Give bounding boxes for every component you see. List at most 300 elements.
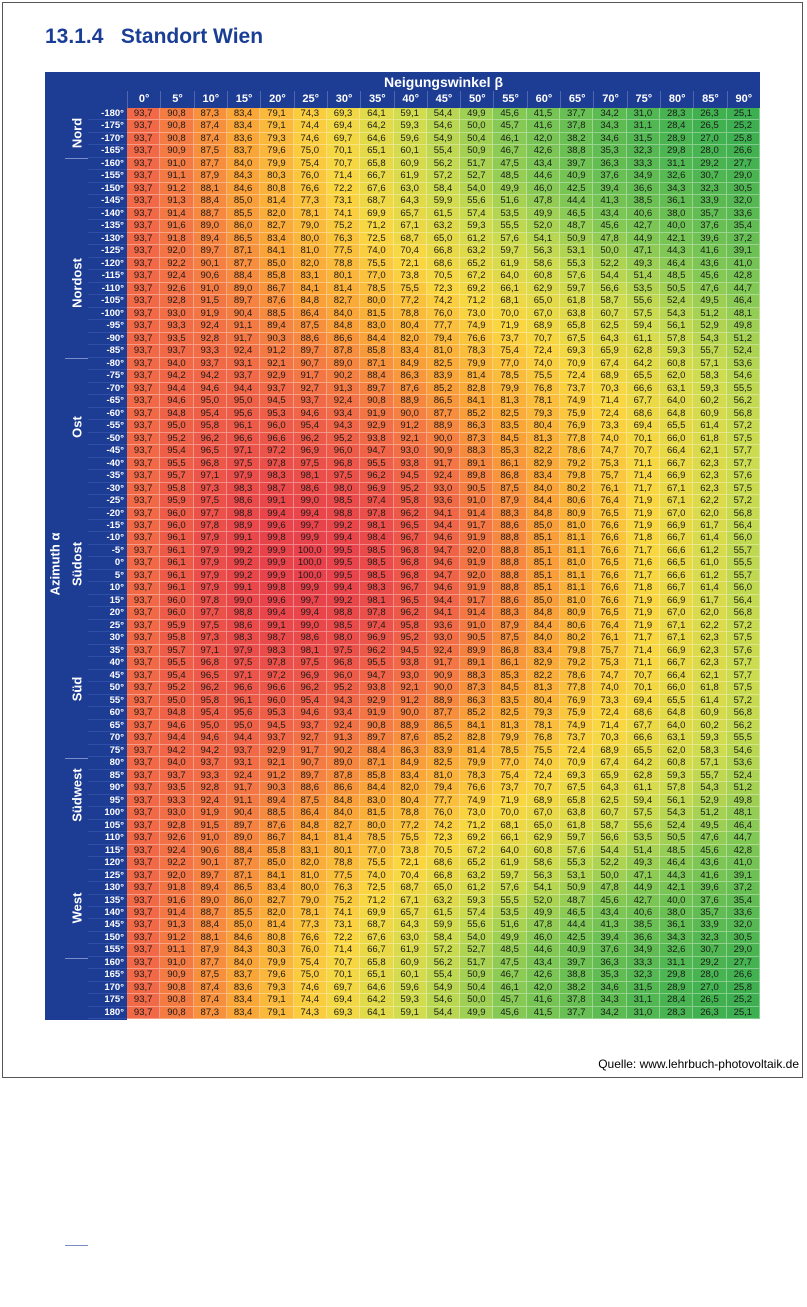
value-cell: 63,1 bbox=[660, 732, 693, 744]
source-credit: Quelle: www.lehrbuch-photovoltaik.de bbox=[598, 1057, 799, 1071]
value-cell: 86,8 bbox=[493, 470, 526, 482]
value-cell: 86,4 bbox=[294, 308, 327, 320]
value-cell: 76,0 bbox=[427, 807, 460, 819]
value-cell: 99,5 bbox=[327, 557, 360, 569]
value-cell: 74,7 bbox=[593, 445, 626, 457]
value-cell: 92,9 bbox=[260, 370, 293, 382]
value-cell: 93,7 bbox=[127, 795, 160, 807]
value-cell: 93,7 bbox=[127, 720, 160, 732]
value-cell: 61,9 bbox=[493, 258, 526, 270]
value-cell: 97,7 bbox=[194, 508, 227, 520]
value-cell: 93,8 bbox=[394, 458, 427, 470]
angle-header-cell: 30° bbox=[327, 91, 360, 108]
value-cell: 95,0 bbox=[160, 695, 193, 707]
value-cell: 51,7 bbox=[460, 158, 493, 170]
value-cell: 78,1 bbox=[527, 395, 560, 407]
value-cell: 85,2 bbox=[427, 383, 460, 395]
value-cell: 90,2 bbox=[327, 745, 360, 757]
value-cell: 76,9 bbox=[560, 695, 593, 707]
value-cell: 61,4 bbox=[693, 695, 726, 707]
value-cell: 81,4 bbox=[460, 745, 493, 757]
value-cell: 97,7 bbox=[194, 607, 227, 619]
value-cell: 55,5 bbox=[493, 895, 526, 907]
value-cell: 40,0 bbox=[660, 220, 693, 232]
value-cell: 79,6 bbox=[260, 969, 293, 981]
value-cell: 74,1 bbox=[327, 208, 360, 220]
value-cell: 74,1 bbox=[327, 907, 360, 919]
value-cell: 75,5 bbox=[527, 745, 560, 757]
value-cell: 53,1 bbox=[560, 245, 593, 257]
value-cell: 70,1 bbox=[327, 145, 360, 157]
value-cell: 66,1 bbox=[493, 283, 526, 295]
value-cell: 71,8 bbox=[627, 582, 660, 594]
value-cell: 67,1 bbox=[660, 495, 693, 507]
value-cell: 89,4 bbox=[194, 233, 227, 245]
value-cell: 59,4 bbox=[627, 795, 660, 807]
value-cell: 83,4 bbox=[394, 770, 427, 782]
value-cell: 93,7 bbox=[127, 445, 160, 457]
value-cell: 74,4 bbox=[294, 994, 327, 1006]
value-cell: 79,3 bbox=[260, 982, 293, 994]
value-cell: 88,4 bbox=[360, 370, 393, 382]
value-cell: 96,0 bbox=[260, 695, 293, 707]
value-cell: 98,6 bbox=[294, 483, 327, 495]
azimuth-row-label: 55° bbox=[88, 695, 127, 707]
value-cell: 35,3 bbox=[593, 145, 626, 157]
value-cell: 93,7 bbox=[127, 595, 160, 607]
value-cell: 89,0 bbox=[327, 757, 360, 769]
value-cell: 49,9 bbox=[493, 183, 526, 195]
azimuth-row-label: 95° bbox=[88, 795, 127, 807]
value-cell: 75,5 bbox=[360, 857, 393, 869]
value-cell: 76,8 bbox=[527, 732, 560, 744]
value-cell: 65,1 bbox=[360, 969, 393, 981]
value-cell: 35,7 bbox=[693, 208, 726, 220]
value-cell: 86,7 bbox=[260, 832, 293, 844]
value-cell: 78,6 bbox=[560, 445, 593, 457]
value-cell: 90,2 bbox=[327, 370, 360, 382]
value-cell: 99,7 bbox=[294, 520, 327, 532]
value-cell: 85,8 bbox=[360, 770, 393, 782]
value-cell: 68,1 bbox=[493, 820, 526, 832]
value-cell: 90,8 bbox=[160, 120, 193, 132]
value-cell: 67,7 bbox=[627, 395, 660, 407]
value-cell: 92,8 bbox=[194, 333, 227, 345]
value-cell: 66,4 bbox=[660, 445, 693, 457]
value-cell: 91,2 bbox=[160, 183, 193, 195]
value-cell: 97,4 bbox=[360, 620, 393, 632]
value-cell: 64,1 bbox=[360, 1007, 393, 1019]
value-cell: 43,4 bbox=[527, 158, 560, 170]
azimuth-row-label: 75° bbox=[88, 745, 127, 757]
value-cell: 93,7 bbox=[127, 870, 160, 882]
value-cell: 93,7 bbox=[127, 158, 160, 170]
value-cell: 98,6 bbox=[294, 632, 327, 644]
value-cell: 84,8 bbox=[294, 295, 327, 307]
value-cell: 57,1 bbox=[693, 358, 726, 370]
value-cell: 31,1 bbox=[660, 158, 693, 170]
value-cell: 99,9 bbox=[294, 582, 327, 594]
value-cell: 59,7 bbox=[493, 870, 526, 882]
value-cell: 86,0 bbox=[227, 220, 260, 232]
value-cell: 43,4 bbox=[527, 957, 560, 969]
value-cell: 80,2 bbox=[560, 632, 593, 644]
value-cell: 99,1 bbox=[260, 495, 293, 507]
azimuth-row-label: -20° bbox=[88, 508, 127, 520]
value-cell: 42,7 bbox=[627, 895, 660, 907]
value-cell: 57,6 bbox=[560, 845, 593, 857]
value-cell: 46,4 bbox=[727, 295, 760, 307]
value-cell: 28,4 bbox=[660, 994, 693, 1006]
value-cell: 65,5 bbox=[627, 370, 660, 382]
value-cell: 93,7 bbox=[127, 395, 160, 407]
value-cell: 70,4 bbox=[394, 245, 427, 257]
value-cell: 88,3 bbox=[460, 670, 493, 682]
azimuth-row-label: 145° bbox=[88, 919, 127, 931]
value-cell: 73,3 bbox=[593, 695, 626, 707]
value-cell: 30,7 bbox=[693, 170, 726, 182]
value-cell: 71,9 bbox=[627, 607, 660, 619]
value-cell: 71,7 bbox=[627, 632, 660, 644]
value-cell: 90,9 bbox=[160, 145, 193, 157]
value-cell: 87,5 bbox=[194, 145, 227, 157]
value-cell: 85,2 bbox=[427, 732, 460, 744]
value-cell: 40,0 bbox=[660, 895, 693, 907]
value-cell: 86,6 bbox=[327, 782, 360, 794]
angle-header-cell: 25° bbox=[294, 91, 327, 108]
value-cell: 79,6 bbox=[260, 145, 293, 157]
value-cell: 61,5 bbox=[427, 208, 460, 220]
value-cell: 73,7 bbox=[560, 383, 593, 395]
value-cell: 42,6 bbox=[527, 969, 560, 981]
value-cell: 85,8 bbox=[260, 270, 293, 282]
direction-label-text: Nord bbox=[69, 1267, 84, 1298]
value-cell: 60,9 bbox=[693, 707, 726, 719]
value-cell: 93,7 bbox=[127, 283, 160, 295]
value-cell: 61,0 bbox=[693, 557, 726, 569]
value-cell: 41,5 bbox=[527, 1007, 560, 1019]
value-cell: 89,4 bbox=[260, 795, 293, 807]
value-cell: 25,1 bbox=[727, 1007, 760, 1019]
value-cell: 41,3 bbox=[593, 919, 626, 931]
value-cell: 81,5 bbox=[360, 308, 393, 320]
value-cell: 93,7 bbox=[127, 532, 160, 544]
value-cell: 62,8 bbox=[627, 345, 660, 357]
value-cell: 85,1 bbox=[527, 570, 560, 582]
value-cell: 33,9 bbox=[693, 919, 726, 931]
value-cell: 96,6 bbox=[260, 433, 293, 445]
value-cell: 49,9 bbox=[527, 208, 560, 220]
value-cell: 56,6 bbox=[593, 283, 626, 295]
value-cell: 92,4 bbox=[227, 770, 260, 782]
value-cell: 41,6 bbox=[527, 994, 560, 1006]
value-cell: 62,0 bbox=[660, 370, 693, 382]
value-cell: 34,6 bbox=[593, 982, 626, 994]
value-cell: 91,0 bbox=[460, 495, 493, 507]
value-cell: 74,7 bbox=[593, 670, 626, 682]
value-cell: 92,4 bbox=[427, 645, 460, 657]
value-cell: 44,3 bbox=[660, 870, 693, 882]
value-cell: 37,7 bbox=[560, 1007, 593, 1019]
value-cell: 63,2 bbox=[460, 245, 493, 257]
value-cell: 97,1 bbox=[194, 470, 227, 482]
value-cell: 28,9 bbox=[660, 133, 693, 145]
value-cell: 98,8 bbox=[227, 607, 260, 619]
value-cell: 66,5 bbox=[660, 557, 693, 569]
value-cell: 89,1 bbox=[460, 458, 493, 470]
value-cell: 42,8 bbox=[727, 270, 760, 282]
value-cell: 94,7 bbox=[427, 545, 460, 557]
value-cell: 27,0 bbox=[693, 982, 726, 994]
value-cell: 64,3 bbox=[593, 333, 626, 345]
value-cell: 73,8 bbox=[394, 845, 427, 857]
angle-header-cell: 0° bbox=[127, 91, 160, 108]
value-cell: 87,3 bbox=[194, 108, 227, 120]
value-cell: 45,6 bbox=[493, 108, 526, 120]
value-cell: 51,4 bbox=[627, 270, 660, 282]
value-cell: 29,8 bbox=[660, 969, 693, 981]
value-cell: 79,8 bbox=[560, 470, 593, 482]
value-cell: 25,2 bbox=[727, 120, 760, 132]
azimuth-row-label: -70° bbox=[88, 383, 127, 395]
value-cell: 75,4 bbox=[294, 957, 327, 969]
value-cell: 57,2 bbox=[427, 944, 460, 956]
value-cell: 96,0 bbox=[160, 520, 193, 532]
value-cell: 98,3 bbox=[227, 632, 260, 644]
value-cell: 67,4 bbox=[593, 757, 626, 769]
value-cell: 65,8 bbox=[560, 795, 593, 807]
value-cell: 90,6 bbox=[194, 270, 227, 282]
value-cell: 74,4 bbox=[294, 120, 327, 132]
angle-header-cell: 70° bbox=[593, 91, 626, 108]
value-cell: 93,7 bbox=[127, 358, 160, 370]
value-cell: 38,5 bbox=[627, 195, 660, 207]
value-cell: 82,2 bbox=[527, 670, 560, 682]
value-cell: 79,9 bbox=[493, 383, 526, 395]
value-cell: 96,6 bbox=[227, 433, 260, 445]
value-cell: 93,8 bbox=[360, 682, 393, 694]
value-cell: 91,6 bbox=[160, 220, 193, 232]
value-cell: 64,8 bbox=[660, 707, 693, 719]
value-cell: 82,8 bbox=[460, 383, 493, 395]
value-cell: 93,7 bbox=[227, 370, 260, 382]
value-cell: 93,7 bbox=[127, 645, 160, 657]
value-cell: 77,2 bbox=[394, 295, 427, 307]
azimuth-row-label: 65° bbox=[88, 720, 127, 732]
value-cell: 87,7 bbox=[194, 957, 227, 969]
value-cell: 59,7 bbox=[560, 832, 593, 844]
value-cell: 94,8 bbox=[160, 408, 193, 420]
value-cell: 93,4 bbox=[327, 408, 360, 420]
value-cell: 67,0 bbox=[527, 807, 560, 819]
value-cell: 60,9 bbox=[394, 158, 427, 170]
value-cell: 89,7 bbox=[294, 770, 327, 782]
value-cell: 93,7 bbox=[127, 895, 160, 907]
value-cell: 97,9 bbox=[194, 532, 227, 544]
value-cell: 82,9 bbox=[527, 458, 560, 470]
value-cell: 94,8 bbox=[160, 707, 193, 719]
value-cell: 92,7 bbox=[294, 383, 327, 395]
value-cell: 93,6 bbox=[427, 620, 460, 632]
value-cell: 92,7 bbox=[294, 732, 327, 744]
value-cell: 79,8 bbox=[560, 645, 593, 657]
value-cell: 71,2 bbox=[360, 220, 393, 232]
value-cell: 45,7 bbox=[493, 994, 526, 1006]
value-cell: 94,2 bbox=[160, 370, 193, 382]
value-cell: 66,6 bbox=[660, 570, 693, 582]
value-cell: 87,5 bbox=[294, 795, 327, 807]
value-cell: 78,5 bbox=[493, 745, 526, 757]
value-cell: 95,2 bbox=[394, 632, 427, 644]
value-cell: 90,8 bbox=[160, 108, 193, 120]
value-cell: 70,1 bbox=[627, 433, 660, 445]
value-cell: 60,2 bbox=[693, 720, 726, 732]
value-cell: 81,4 bbox=[460, 370, 493, 382]
value-cell: 88,8 bbox=[493, 557, 526, 569]
value-cell: 99,4 bbox=[260, 508, 293, 520]
value-cell: 25,2 bbox=[727, 994, 760, 1006]
value-cell: 97,5 bbox=[327, 645, 360, 657]
value-cell: 90,0 bbox=[394, 408, 427, 420]
value-cell: 75,7 bbox=[593, 645, 626, 657]
value-cell: 88,8 bbox=[493, 582, 526, 594]
value-cell: 88,4 bbox=[227, 845, 260, 857]
tilt-angle-row bbox=[127, 91, 760, 108]
angle-header-cell: 55° bbox=[493, 91, 526, 108]
value-cell: 51,2 bbox=[727, 782, 760, 794]
value-cell: 38,8 bbox=[560, 969, 593, 981]
value-cell: 28,0 bbox=[693, 969, 726, 981]
value-cell: 66,6 bbox=[660, 545, 693, 557]
value-cell: 66,0 bbox=[660, 682, 693, 694]
value-cell: 49,5 bbox=[693, 295, 726, 307]
value-cell: 52,0 bbox=[527, 895, 560, 907]
value-cell: 66,9 bbox=[660, 645, 693, 657]
value-cell: 46,5 bbox=[560, 208, 593, 220]
azimuth-row-label: -140° bbox=[88, 208, 127, 220]
value-cell: 96,2 bbox=[360, 470, 393, 482]
value-cell: 71,9 bbox=[493, 795, 526, 807]
value-cell: 76,6 bbox=[593, 595, 626, 607]
value-cell: 96,8 bbox=[194, 458, 227, 470]
value-cell: 87,8 bbox=[327, 345, 360, 357]
value-cell: 74,0 bbox=[527, 358, 560, 370]
value-cell: 56,4 bbox=[727, 520, 760, 532]
azimuth-row-label: -105° bbox=[88, 295, 127, 307]
value-cell: 99,9 bbox=[260, 557, 293, 569]
value-cell: 61,2 bbox=[693, 545, 726, 557]
value-cell: 91,5 bbox=[194, 820, 227, 832]
value-cell: 79,4 bbox=[427, 782, 460, 794]
value-cell: 57,1 bbox=[693, 757, 726, 769]
value-cell: 61,1 bbox=[627, 333, 660, 345]
value-cell: 97,9 bbox=[194, 557, 227, 569]
value-cell: 87,9 bbox=[493, 620, 526, 632]
value-cell: 43,6 bbox=[693, 857, 726, 869]
value-cell: 52,9 bbox=[693, 320, 726, 332]
value-cell: 62,0 bbox=[693, 508, 726, 520]
value-cell: 49,5 bbox=[693, 820, 726, 832]
value-cell: 50,9 bbox=[560, 233, 593, 245]
value-cell: 51,6 bbox=[493, 919, 526, 931]
value-cell: 92,4 bbox=[194, 795, 227, 807]
value-cell: 84,8 bbox=[527, 508, 560, 520]
value-cell: 88,8 bbox=[493, 545, 526, 557]
value-cell: 71,9 bbox=[493, 320, 526, 332]
value-cell: 65,5 bbox=[660, 420, 693, 432]
value-cell: 76,4 bbox=[593, 620, 626, 632]
azimuth-row-label: -80° bbox=[88, 358, 127, 370]
direction-separator bbox=[65, 1245, 88, 1246]
direction-label-text: Südost bbox=[69, 541, 84, 587]
value-cell: 69,7 bbox=[327, 133, 360, 145]
value-cell: 93,7 bbox=[127, 732, 160, 744]
value-cell: 99,1 bbox=[227, 532, 260, 544]
value-cell: 31,5 bbox=[627, 133, 660, 145]
value-cell: 37,6 bbox=[593, 170, 626, 182]
value-cell: 82,5 bbox=[427, 757, 460, 769]
azimuth-row-label: 80° bbox=[88, 757, 127, 769]
value-cell: 57,7 bbox=[727, 657, 760, 669]
value-cell: 92,0 bbox=[160, 245, 193, 257]
value-cell: 71,6 bbox=[627, 557, 660, 569]
azimuth-row-label: -135° bbox=[88, 220, 127, 232]
value-cell: 91,9 bbox=[194, 308, 227, 320]
value-cell: 96,1 bbox=[160, 532, 193, 544]
value-cell: 89,0 bbox=[227, 283, 260, 295]
direction-label bbox=[65, 645, 88, 732]
value-cell: 35,3 bbox=[593, 969, 626, 981]
value-cell: 59,3 bbox=[660, 345, 693, 357]
value-cell: 92,1 bbox=[260, 358, 293, 370]
value-cell: 79,3 bbox=[527, 408, 560, 420]
value-cell: 93,0 bbox=[160, 308, 193, 320]
value-cell: 80,8 bbox=[260, 932, 293, 944]
value-cell: 82,0 bbox=[294, 258, 327, 270]
value-cell: 90,8 bbox=[160, 1007, 193, 1019]
value-cell: 36,1 bbox=[660, 195, 693, 207]
value-cell: 76,3 bbox=[327, 233, 360, 245]
value-cell: 54,3 bbox=[660, 807, 693, 819]
value-cell: 92,4 bbox=[194, 320, 227, 332]
value-cell: 52,4 bbox=[660, 295, 693, 307]
value-cell: 44,3 bbox=[660, 245, 693, 257]
value-cell: 83,7 bbox=[227, 969, 260, 981]
value-cell: 46,1 bbox=[493, 982, 526, 994]
value-cell: 47,8 bbox=[527, 195, 560, 207]
value-cell: 70,7 bbox=[627, 445, 660, 457]
value-cell: 93,7 bbox=[127, 607, 160, 619]
value-cell: 47,6 bbox=[693, 283, 726, 295]
value-cell: 59,3 bbox=[460, 220, 493, 232]
value-cell: 94,4 bbox=[227, 732, 260, 744]
value-cell: 93,7 bbox=[127, 508, 160, 520]
value-cell: 52,9 bbox=[693, 795, 726, 807]
value-cell: 76,0 bbox=[294, 170, 327, 182]
value-cell: 96,1 bbox=[160, 557, 193, 569]
value-cell: 94,6 bbox=[194, 732, 227, 744]
value-cell: 61,9 bbox=[394, 944, 427, 956]
azimuth-row-label: 50° bbox=[88, 682, 127, 694]
value-cell: 76,6 bbox=[294, 932, 327, 944]
value-cell: 98,5 bbox=[360, 570, 393, 582]
value-cell: 83,4 bbox=[227, 108, 260, 120]
value-cell: 90,4 bbox=[227, 807, 260, 819]
value-cell: 71,1 bbox=[627, 657, 660, 669]
value-cell: 84,1 bbox=[460, 720, 493, 732]
value-cell: 81,1 bbox=[560, 532, 593, 544]
page-title: 13.1.4 Standort Wien bbox=[45, 25, 264, 48]
